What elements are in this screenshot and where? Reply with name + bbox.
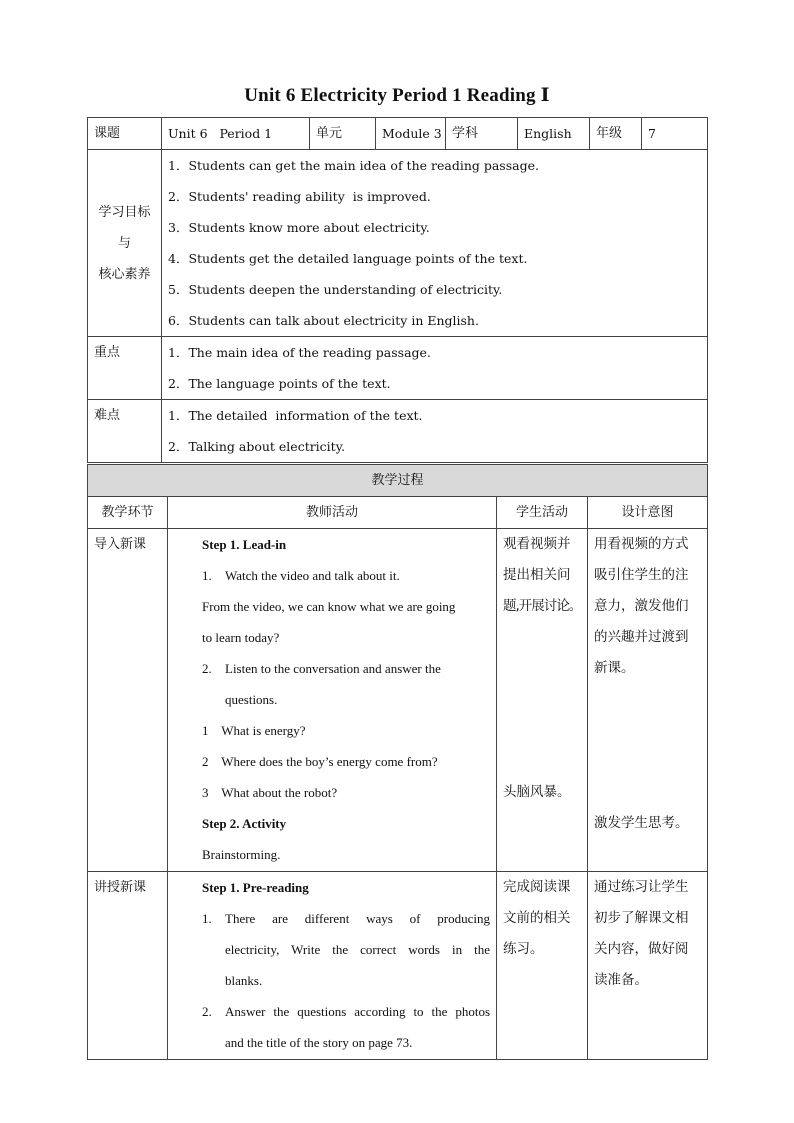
info-row [88, 118, 708, 150]
difficulty-item: 1．The detailed information of the text. [168, 408, 423, 423]
intro-step1-title: Step 1. Lead-in [202, 537, 287, 552]
new-lesson-item1-line2: electricity, Write the correct words in the [225, 942, 490, 957]
objective-item: 6．Students can talk about electricity in English. [168, 313, 479, 328]
new-lesson-item2-line2: and the title of the story on page 73. [225, 1035, 413, 1050]
objectives-list [162, 150, 708, 337]
intro-item1-follow-a: From the video, we can know what we are going [202, 599, 456, 614]
process-columns-row [88, 497, 708, 529]
grade-value: 7 [642, 118, 708, 150]
key-point-item: 1．The main idea of the reading passage. [168, 345, 431, 360]
difficulties-row [88, 400, 708, 463]
unit-label: 单元 [310, 118, 376, 150]
teaching-process-table [87, 464, 708, 1060]
intro-row [88, 529, 708, 872]
page-title: Unit 6 Electricity Period 1 Reading Ⅰ [244, 85, 550, 106]
difficulty-item: 2．Talking about electricity. [168, 439, 346, 454]
new-lesson-teacher-activity [168, 872, 497, 1060]
intro-q1: 1 What is energy? [202, 723, 306, 738]
process-header-row [88, 465, 708, 497]
column-design: 设计意图 [588, 497, 708, 529]
course-label: 课题 [88, 118, 162, 150]
objectives-label: 学习目标 与 核心素养 [88, 150, 162, 337]
key-points-label: 重点 [88, 337, 162, 400]
key-point-item: 2．The language points of the text. [168, 376, 391, 391]
intro-item1-follow-b: to learn today? [202, 630, 280, 645]
grade-label: 年级 [590, 118, 642, 150]
intro-teacher-activity [168, 529, 497, 872]
new-lesson-design-intent: 通过练习让学生 初步了解课文相 关内容，做好阅 读准备。 [588, 872, 708, 1060]
intro-student-activity: 观看视频并 提出相关问 题,开展讨论。 头脑风暴。 [497, 529, 588, 872]
lesson-info-table [87, 117, 708, 463]
intro-stage: 导入新课 [88, 529, 168, 872]
subject-label: 学科 [446, 118, 518, 150]
objective-item: 1．Students can get the main idea of the reading passage. [168, 158, 539, 173]
intro-step2-text: Brainstorming. [202, 847, 281, 862]
column-teacher: 教师活动 [168, 497, 497, 529]
intro-item2-cont: questions. [225, 692, 278, 707]
intro-item1: 1. Watch the video and talk about it. [202, 568, 400, 583]
subject-value: English [518, 118, 590, 150]
intro-design-intent: 用看视频的方式 吸引住学生的注 意力，激发他们 的兴趣并过渡到 新课。 激发学生思考。 [588, 529, 708, 872]
new-lesson-step1-title: Step 1. Pre-reading [202, 880, 309, 895]
intro-item2: 2. Listen to the conversation and answer the [202, 661, 441, 676]
column-stage: 教学环节 [88, 497, 168, 529]
objective-item: 4．Students get the detailed language points of the text. [168, 251, 528, 266]
new-lesson-item2: 2. Answer the questions according to the photos [202, 1004, 490, 1019]
intro-step2-title: Step 2. Activity [202, 816, 287, 831]
course-value: Unit 6 Period 1 [162, 118, 310, 150]
intro-q2: 2 Where does the boy’s energy come from? [202, 754, 438, 769]
column-student: 学生活动 [497, 497, 588, 529]
new-lesson-item1: 1. There are different ways of producing [202, 911, 490, 926]
new-lesson-item1-line3: blanks. [225, 973, 263, 988]
new-lesson-stage: 讲授新课 [88, 872, 168, 1060]
objectives-row [88, 150, 708, 337]
objective-item: 5．Students deepen the understanding of electricity. [168, 282, 503, 297]
intro-q3: 3 What about the robot? [202, 785, 338, 800]
key-points-row [88, 337, 708, 400]
process-header: 教学过程 [88, 465, 708, 497]
difficulties-label: 难点 [88, 400, 162, 463]
difficulties-list [162, 400, 708, 463]
objective-item: 2．Students' reading ability is improved. [168, 189, 431, 204]
new-lesson-student-activity: 完成阅读课 文前的相关 练习。 [497, 872, 588, 1060]
unit-value: Module 3 [376, 118, 446, 150]
new-lesson-row [88, 872, 708, 1060]
objective-item: 3．Students know more about electricity. [168, 220, 430, 235]
key-points-list [162, 337, 708, 400]
